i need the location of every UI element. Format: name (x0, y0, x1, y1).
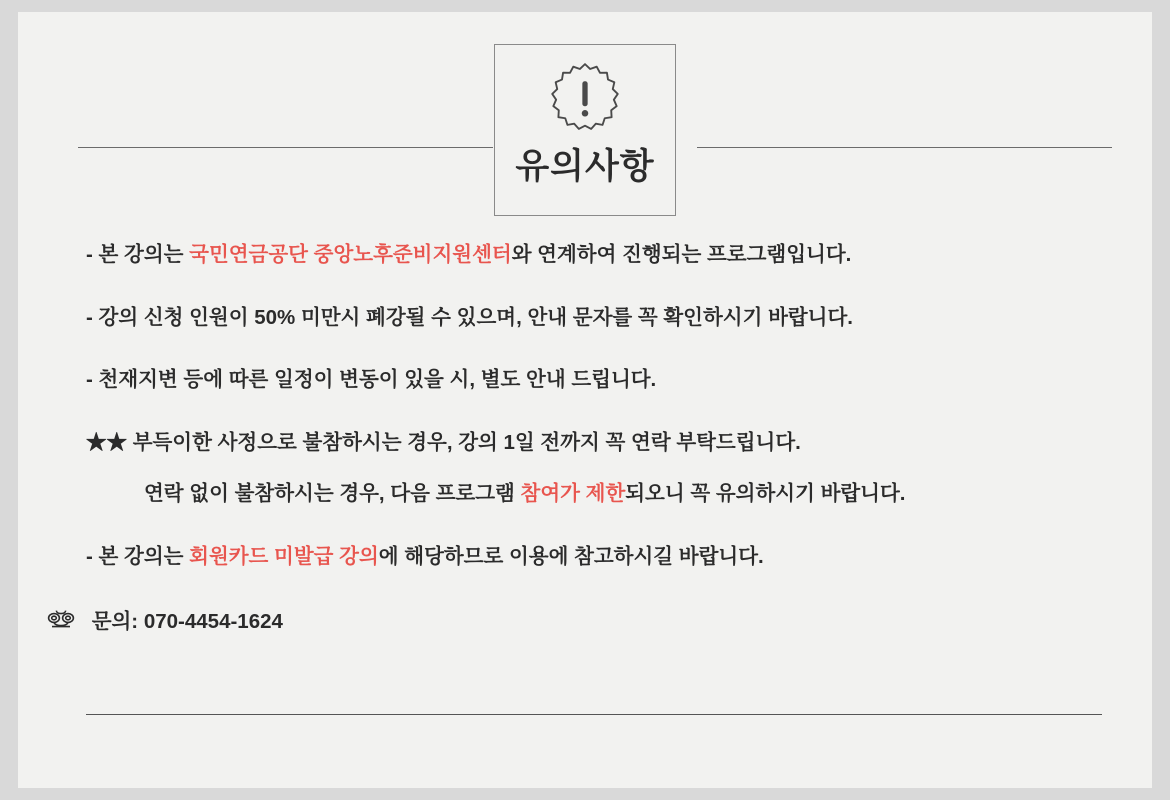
telephone-icon (46, 609, 76, 637)
notice-badge (494, 44, 676, 216)
badge-title: 유의사항 (515, 147, 655, 186)
notice-text: - 강의 신청 인원이 50% 미만시 폐강될 수 있으며, 안내 문자를 꼭 확인하시기 바랍니다. (86, 305, 853, 329)
notice-text: ★★ 부득이한 사정으로 불참하시는 경우, 강의 1일 전까지 꼭 연락 부탁드립니다. (86, 431, 801, 455)
notice-highlight-text: 참여가 제한 (520, 481, 626, 505)
contact-text: 문의: 070-4454-1624 (91, 610, 283, 634)
notice-header (18, 12, 1152, 222)
contact-line (18, 604, 1152, 637)
notice-item (86, 428, 1082, 458)
notice-item (86, 240, 1082, 270)
notice-highlight-text: 국민연금공단 중앙노후준비지원센터 (189, 243, 512, 266)
notice-text: - 본 강의는 (86, 544, 190, 568)
notice-list (18, 240, 1152, 571)
notice-text: 연락 없이 불참하시는 경우, 다음 프로그램 (144, 481, 521, 505)
header-rule-left (78, 147, 493, 148)
footer-rule (86, 714, 1102, 715)
notice-item (86, 365, 1082, 395)
notice-text: - 본 강의는 (86, 243, 190, 266)
notice-item (86, 542, 1082, 572)
notice-text: 와 연계하여 진행되는 프로그램입니다. (511, 243, 852, 266)
header-rule-right (697, 147, 1112, 148)
notice-item (86, 479, 1082, 509)
exclamation-seal-icon (546, 61, 624, 139)
notice-text: - 천재지변 등에 따른 일정이 변동이 있을 시, 별도 안내 드립니다. (86, 368, 657, 392)
notice-highlight-text: 회원카드 미발급 강의 (189, 544, 379, 568)
notice-page (18, 12, 1152, 788)
notice-text: 되오니 꼭 유의하시기 바랍니다. (625, 481, 906, 505)
notice-item (86, 303, 1082, 333)
notice-text: 에 해당하므로 이용에 참고하시길 바랍니다. (378, 544, 764, 568)
